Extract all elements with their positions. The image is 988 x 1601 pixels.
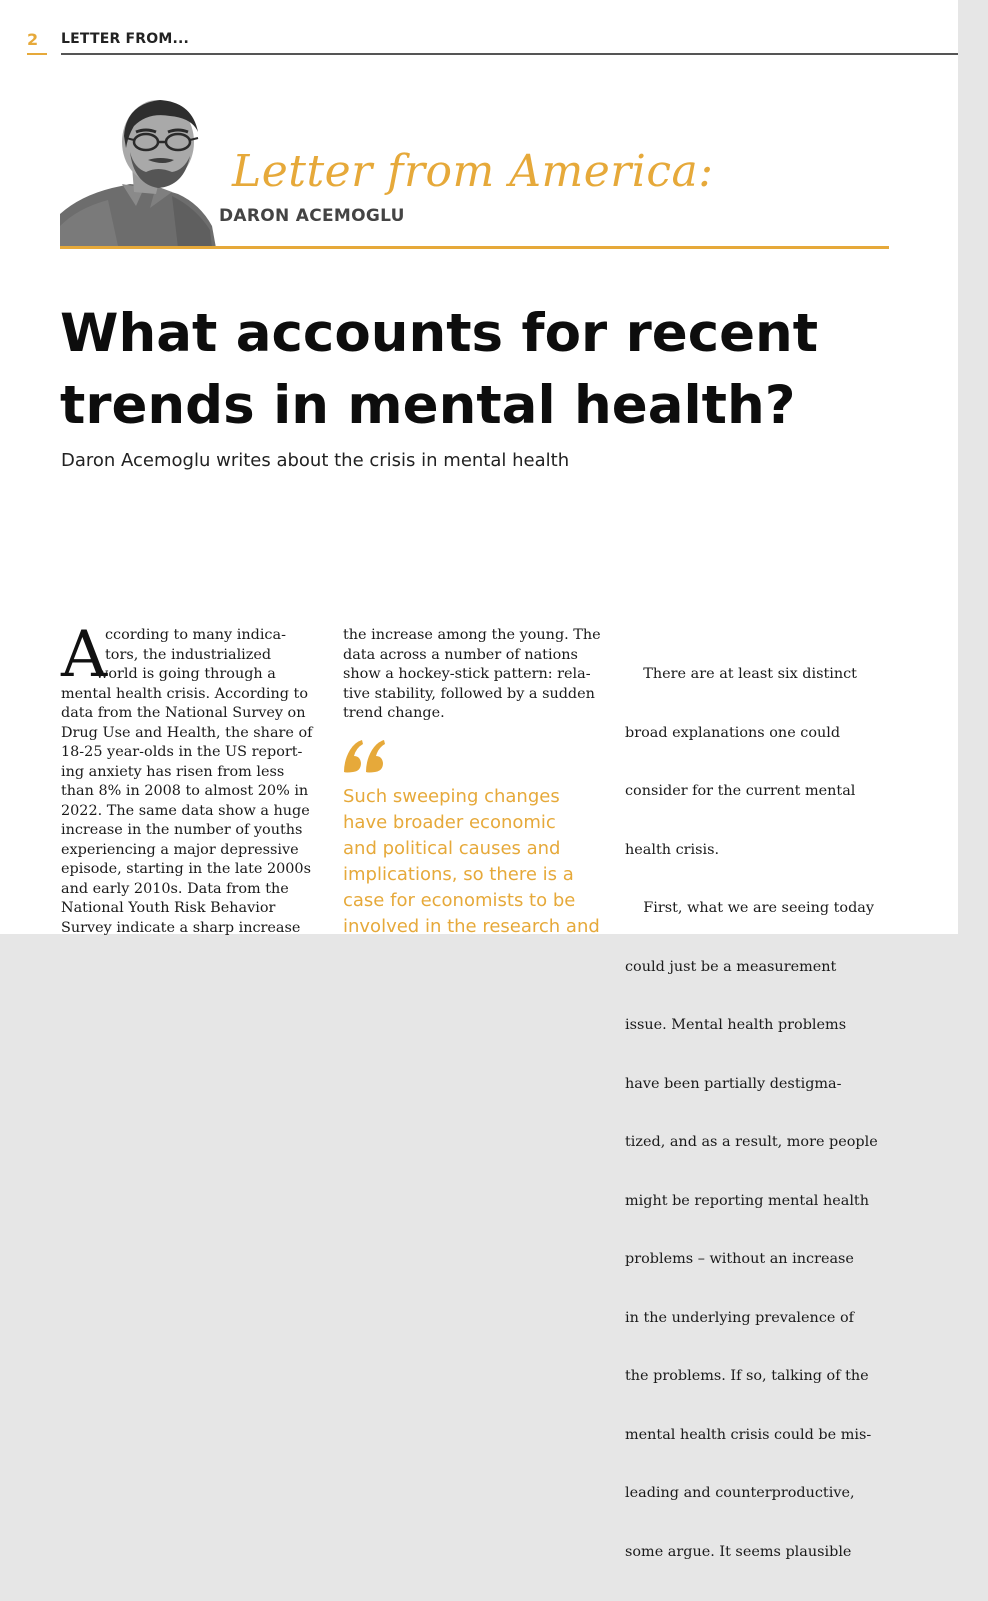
body-line: than 8% in 2008 to almost 20% in <box>61 783 309 799</box>
body-line: tors, the industrialized <box>105 646 272 663</box>
section-title: LETTER FROM... <box>61 31 190 47</box>
body-line: experiencing a major depressive <box>61 841 299 858</box>
body-line: issue. Mental health problems <box>625 1017 847 1033</box>
body-line: mental health crisis could be mis- <box>625 1426 872 1443</box>
body-line: broad explanations one could <box>625 724 841 741</box>
drop-cap: A <box>61 618 108 692</box>
body-line: data from the National Survey on <box>61 705 306 721</box>
pull-quote-line: Such sweeping changes <box>343 786 560 807</box>
body-line: leading and counterproductive, <box>625 1485 855 1501</box>
body-line: mental health crisis. According to <box>61 685 308 702</box>
title-rule <box>60 246 889 249</box>
page-number-underline <box>27 53 47 55</box>
body-line: ccording to many indica- <box>105 627 286 643</box>
author-name: DARON ACEMOGLU <box>219 206 405 226</box>
headline-line: What accounts for recent <box>60 303 819 364</box>
pull-quote-line: have broader economic <box>343 812 556 833</box>
body-line: There are at least six distinct <box>625 666 857 682</box>
body-line: consider for the current mental <box>625 783 856 799</box>
header-rule <box>61 53 958 55</box>
body-line: might be reporting mental health <box>625 1192 869 1209</box>
body-line: First, what we are seeing today <box>625 900 875 916</box>
body-line: problems – without an increase <box>625 1251 854 1267</box>
standfirst: Daron Acemoglu writes about the crisis in mental health <box>61 450 570 471</box>
body-line: have been partially destigma- <box>625 1075 842 1092</box>
body-line: and early 2010s. Data from the <box>61 880 289 897</box>
quote-mark-icon <box>342 738 386 774</box>
headline-line: trends in mental health? <box>60 375 796 436</box>
body-line: ing anxiety has risen from less <box>61 763 285 780</box>
body-line: Survey indicate a sharp increase <box>61 919 301 936</box>
body-line: National Youth Risk Behavior <box>61 900 276 916</box>
body-line: world is going through a <box>96 666 276 682</box>
pull-quote-line: and political causes and <box>343 838 561 859</box>
body-line: increase in the number of youths <box>61 822 303 838</box>
body-column-3 <box>625 626 878 1601</box>
body-column-1 <box>61 618 313 938</box>
author-portrait <box>60 96 220 248</box>
letter-title: Letter from America: <box>232 146 714 197</box>
body-line: tized, and as a result, more people <box>625 1134 878 1150</box>
body-line: episode, starting in the late 2000s <box>61 861 311 877</box>
pull-quote-line: case for economists to be <box>343 890 576 911</box>
scroll-gutter[interactable] <box>958 0 988 934</box>
body-line: 2022. The same data show a huge <box>61 802 310 819</box>
body-line: some argue. It seems plausible <box>625 1543 852 1560</box>
pull-quote-line: involved in the research and <box>343 916 600 937</box>
pull-quote <box>343 784 600 940</box>
body-column-2 <box>343 626 601 724</box>
body-line: the problems. If so, talking of the <box>625 1368 869 1384</box>
body-line: in the underlying prevalence of <box>625 1309 854 1326</box>
body-line: health crisis. <box>625 841 720 858</box>
body-line: 18-25 year-olds in the US report- <box>61 744 303 760</box>
article-headline <box>60 298 930 442</box>
body-line: trend change. <box>343 705 445 721</box>
pull-quote-line: implications, so there is a <box>343 864 574 885</box>
body-line: tive stability, followed by a sudden <box>343 685 595 702</box>
body-line: data across a number of nations <box>343 646 578 663</box>
body-line: could just be a measurement <box>625 958 837 975</box>
body-line: the increase among the young. The <box>343 627 601 643</box>
body-line: show a hockey-stick pattern: rela- <box>343 666 591 682</box>
body-line: Drug Use and Health, the share of <box>61 724 313 741</box>
page-number: 2 <box>27 30 39 49</box>
